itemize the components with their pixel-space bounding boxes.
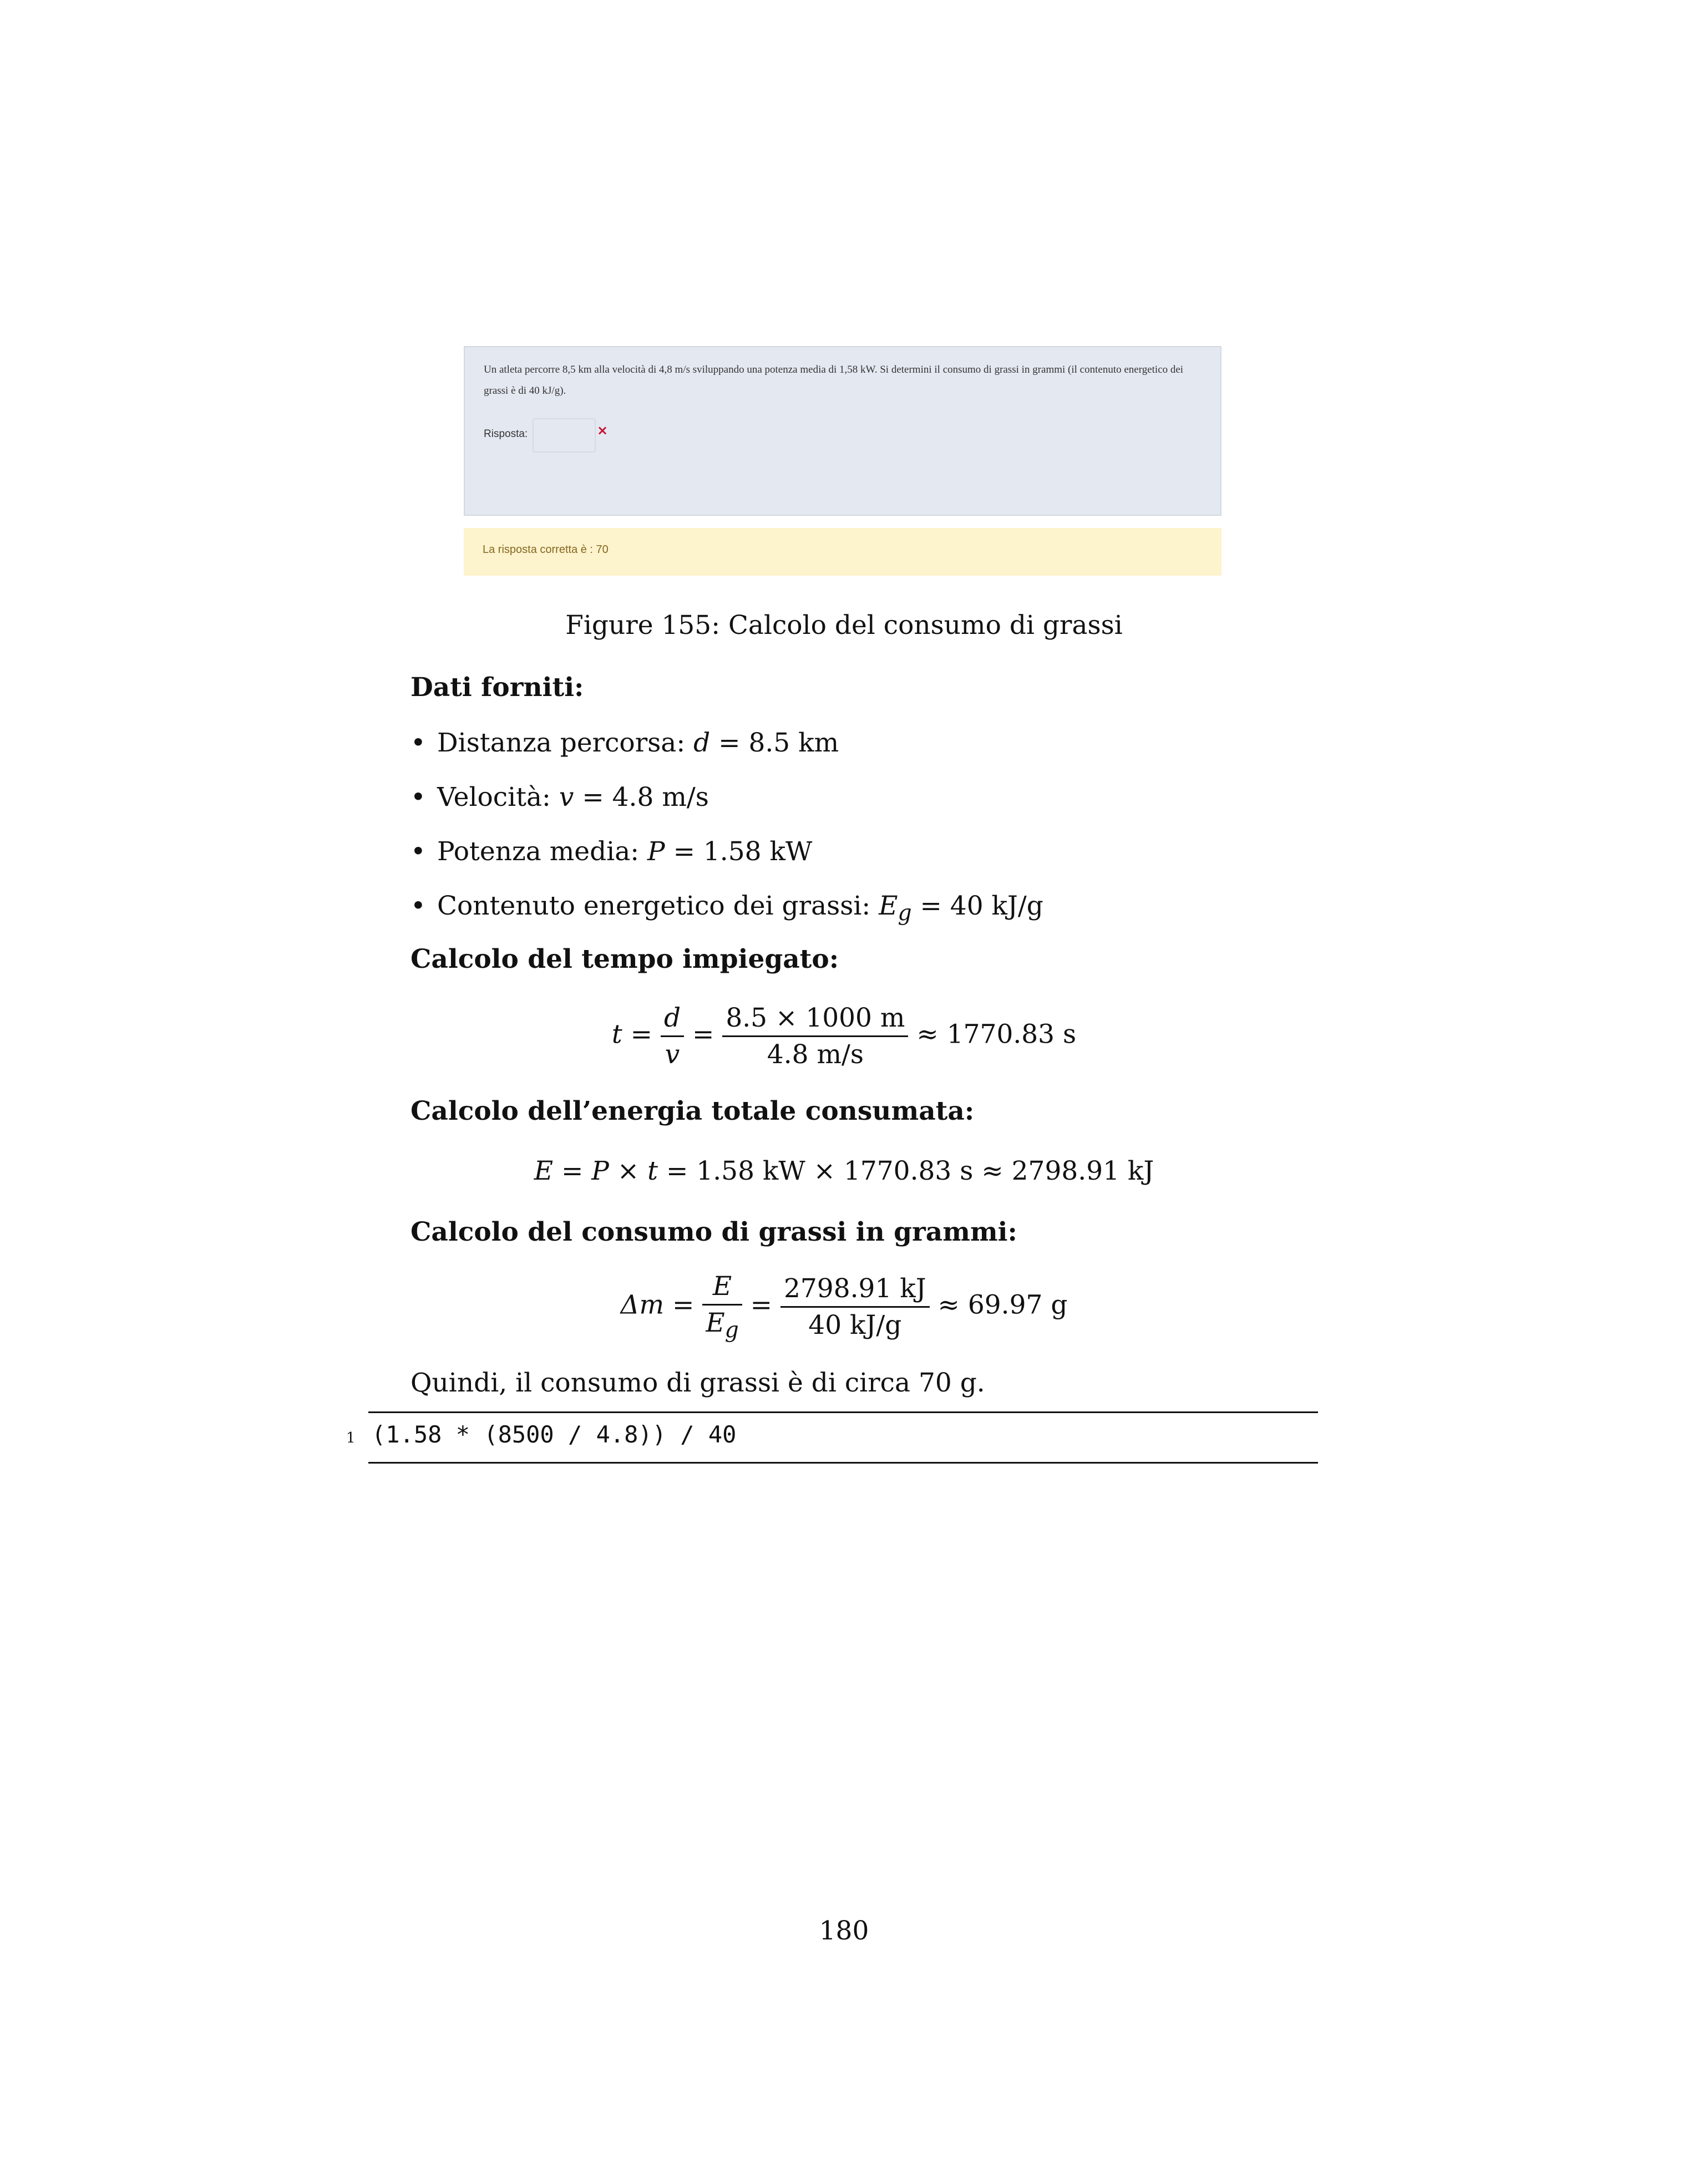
correct-answer-text: La risposta corretta è : 70 [483, 544, 609, 556]
bullet-power [410, 836, 812, 867]
code-line-number: 1 [346, 1430, 356, 1446]
heading-given-data: Dati forniti: [410, 672, 584, 703]
bullet-label: Contenuto energetico dei grassi: [437, 891, 879, 921]
fraction-distance-over-speed [722, 1003, 908, 1070]
math-lhs: t [611, 1019, 622, 1050]
math-lhs: Δm [620, 1289, 665, 1320]
quiz-question-text: Un atleta percorre 8,5 km alla velocità di 4,8 m/s sviluppando una potenza media di 1,58 kW. Si determini il consumo di grassi in grammi (il contenuto energetico dei grassi è di 40 kJ/g). [484, 364, 1184, 397]
heading-time: Calcolo del tempo impiegato: [410, 944, 839, 974]
math-var: v [559, 782, 574, 812]
fraction-d-over-v [661, 1003, 684, 1070]
math-result: ≈ 1770.83 s [908, 1019, 1077, 1050]
fraction-denominator [702, 1306, 742, 1343]
fraction-e-over-eg [702, 1271, 742, 1343]
bullet-energy-content [410, 891, 1043, 926]
math-equals: = [664, 1289, 703, 1320]
bullet-label: Distanza percorsa: [437, 728, 694, 758]
bullet-distance [410, 728, 839, 758]
feedback-panel [464, 528, 1221, 576]
bullet-dot-icon: • [410, 836, 426, 867]
bullet-speed [410, 782, 709, 812]
math-equals: = [684, 1019, 723, 1050]
fraction-numerator: d [661, 1003, 684, 1037]
math-result: = 1.58 kW × 1770.83 s ≈ 2798.91 kJ [658, 1156, 1154, 1186]
conclusion-text: Quindi, il consumo di grassi è di circa 70 g. [410, 1368, 985, 1398]
math-value: = 4.8 m/s [574, 782, 709, 812]
quiz-question-panel [464, 346, 1221, 516]
math-var: d [693, 728, 711, 758]
page-number: 180 [819, 1916, 869, 1946]
fraction-numerator: 2798.91 kJ [780, 1273, 930, 1308]
bullet-dot-icon: • [410, 891, 426, 921]
heading-fat-consumption: Calcolo del consumo di grassi in grammi: [410, 1217, 1017, 1247]
math-result: ≈ 69.97 g [929, 1289, 1068, 1320]
code-line: (1.58 * (8500 / 4.8)) / 40 [372, 1421, 737, 1448]
heading-energy: Calcolo dell’energia totale consumata: [410, 1096, 975, 1126]
equation-fat [0, 1271, 1688, 1343]
code-rule-top [368, 1411, 1318, 1413]
bullet-dot-icon: • [410, 728, 426, 758]
math-subscript: g [898, 901, 912, 926]
math-var: E [879, 891, 898, 921]
fraction-denominator: 4.8 m/s [767, 1039, 864, 1070]
math-subscript: g [724, 1318, 739, 1343]
math-equals: = [742, 1289, 780, 1320]
math-expression: E = P × t [534, 1156, 658, 1186]
code-rule-bottom [368, 1462, 1318, 1464]
math-var: E [706, 1308, 725, 1338]
bullet-label: Velocità: [437, 782, 559, 812]
fraction-energy-over-content [780, 1273, 930, 1340]
math-equals: = [622, 1019, 661, 1050]
fraction-numerator: E [702, 1271, 742, 1306]
fraction-numerator: 8.5 × 1000 m [722, 1003, 908, 1037]
figure-caption: Figure 155: Calcolo del consumo di grassi [565, 610, 1123, 641]
math-value: = 40 kJ/g [911, 891, 1043, 921]
equation-time [0, 1003, 1688, 1070]
bullet-dot-icon: • [410, 782, 426, 812]
fraction-denominator: v [665, 1039, 680, 1070]
answer-input[interactable] [533, 418, 596, 453]
wrong-answer-icon: × [597, 423, 609, 438]
math-value: = 1.58 kW [665, 836, 813, 867]
bullet-label: Potenza media: [437, 836, 648, 867]
answer-label: Risposta: [484, 428, 528, 440]
math-var: P [647, 836, 665, 867]
math-value: = 8.5 km [710, 728, 839, 758]
fraction-denominator: 40 kJ/g [808, 1310, 902, 1341]
equation-energy [0, 1156, 1688, 1186]
